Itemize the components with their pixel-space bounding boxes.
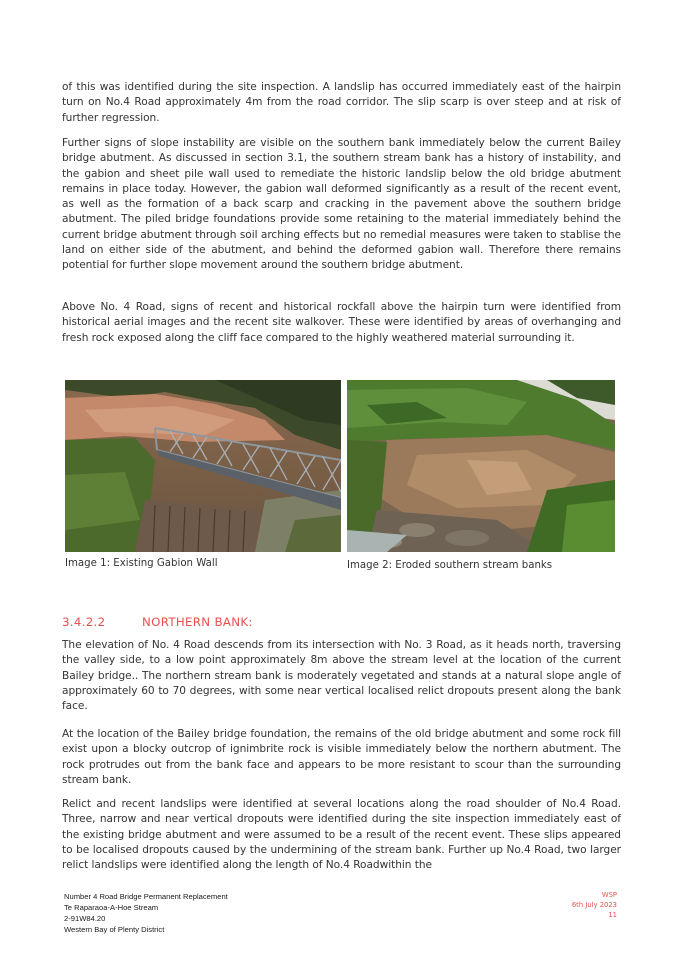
footer-company: WSP xyxy=(601,891,617,899)
footer-project: Number 4 Road Bridge Permanent Replacement xyxy=(64,892,228,901)
section-number: 3.4.2.2 xyxy=(62,615,106,629)
image-2-caption: Image 2: Eroded southern stream banks xyxy=(347,560,553,571)
body-paragraph-1: of this was identified during the site inspection. A landslip has occurred immediately east of the hairpin turn on No.4 Road approximately 4m from the road corridor. The slip scarp is over steep and at risk of further regression. xyxy=(62,81,621,124)
footer-project-info xyxy=(64,891,228,935)
section-heading xyxy=(62,615,253,629)
body-paragraph-5: At the location of the Bailey bridge foundation, the remains of the old bridge abutment and some rock fill exist upon a blocky outcrop of ignimbrite rock is visible immediately below the northern abutment. The rock protrudes out from the bank face and appears to be more resistant to scour than the surrounding stream bank. xyxy=(62,728,621,786)
footer-ref: 2-91W84.20 xyxy=(64,914,106,923)
footer-client: Western Bay of Plenty District xyxy=(64,925,165,934)
body-paragraph-6: Relict and recent landslips were identified at several locations along the road shoulder of No.4 Road. Three, narrow and near vertical dropouts were identified during the site inspection immediately east of the existing bridge abutment and were assumed to be a result of the recent event. These slips appeared to be localised dropouts caused by the undermining of the stream bank. Further up No.4 Road, two larger relict landslips were identified along the length of No.4 Roadwithin the xyxy=(62,798,621,872)
body-paragraph-3: Above No. 4 Road, signs of recent and historical rockfall above the hairpin turn were identified from historical aerial images and the recent site walkover. These were identified by areas of overhanging and fresh rock exposed along the cliff face compared to the highly weathered material surrounding it. xyxy=(62,301,621,344)
footer-meta xyxy=(572,891,617,920)
body-paragraph-2: Further signs of slope instability are visible on the southern bank immediately below the current Bailey bridge abutment. As discussed in section 3.1, the southern stream bank has a history of instability, and the gabion and sheet pile wall used to remediate the historic landslip below the old bridge abutment remains in place today. However, the gabion wall deformed significantly as a result of the recent event, as well as the formation of a back scarp and cracking in the pavement above the southern bridge abutment. The piled bridge foundations provide some retaining to the material immediately behind the current bridge abutment through soil arching effects but no remedial measures were taken to stablise the land on either side of the abutment, and behind the deformed gabion wall. Therefore there remains potential for further slope movement around the southern bridge abutment. xyxy=(62,137,621,272)
body-paragraph-4: The elevation of No. 4 Road descends from its intersection with No. 3 Road, as it heads north, traversing the valley side, to a low point approximately 8m above the stream level at the location of the current Bailey bridge.. The northern stream bank is moderately vegetated and stands at a natural slope angle of approximately 60 to 70 degrees, with some near vertical localised relict dropouts present along the bank face. xyxy=(62,639,621,713)
image-1-caption: Image 1: Existing Gabion Wall xyxy=(65,558,218,569)
footer-date: 6th July 2023 xyxy=(571,900,617,909)
section-title: NORTHERN BANK: xyxy=(142,615,253,629)
footer-stream: Te Raparaoa-A-Hoe Stream xyxy=(64,903,159,912)
image-existing-gabion-wall xyxy=(65,380,341,552)
page-number: 11 xyxy=(608,910,617,919)
image-eroded-stream-banks xyxy=(347,380,615,552)
